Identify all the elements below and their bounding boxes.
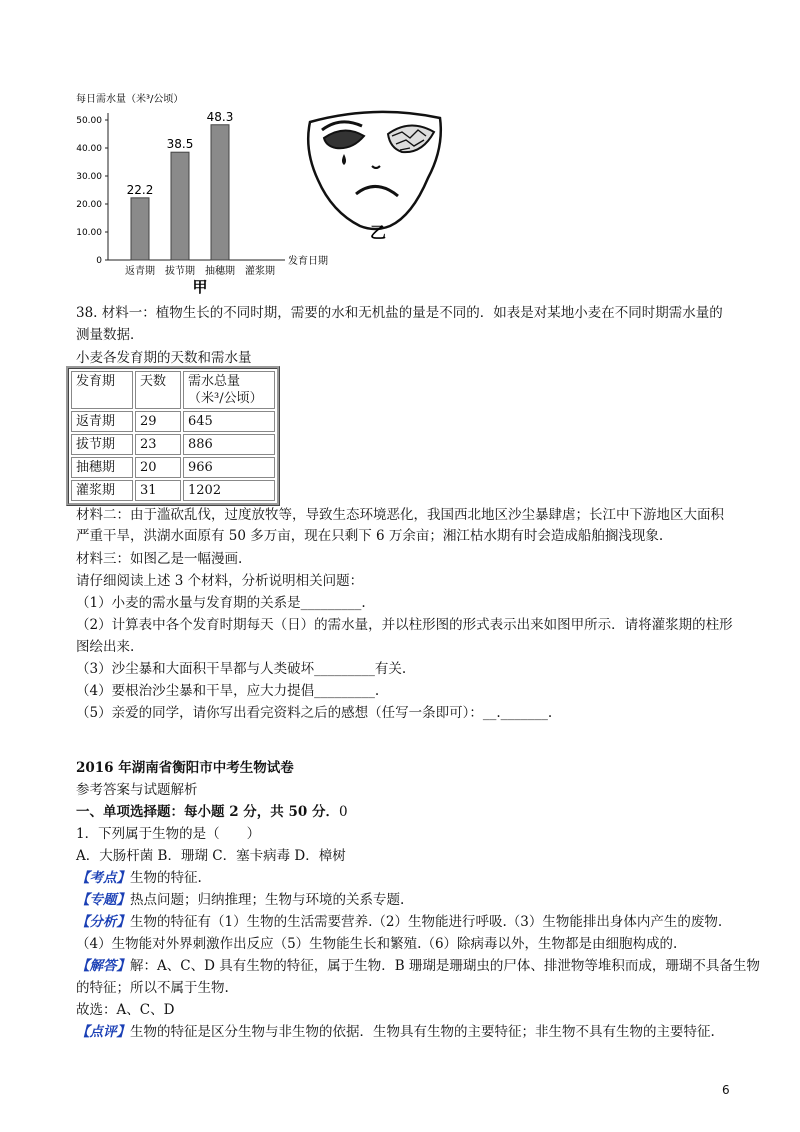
table-header: 天数 — [135, 371, 181, 409]
fenxi-line1: 【分析】生物的特征有（1）生物的生活需要营养.（2）生物能进行呼吸.（3）生物能排出身体内产生的废物. — [76, 914, 723, 930]
bar — [211, 125, 229, 260]
bar-value-label: 22.2 — [126, 182, 154, 197]
zhuanti: 【专题】热点问题；归纳推理；生物与环境的关系专题. — [76, 892, 405, 908]
table-cell: 抽穗期 — [71, 457, 133, 478]
material2-line1: 材料二：由于滥砍乱伐，过度放牧等，导致生态环境恶化，我国西北地区沙尘暴肆虐；长江中下游地区大面积 — [76, 507, 724, 523]
table-cell: 966 — [183, 457, 275, 478]
bar — [131, 198, 149, 260]
y-tick-label: 0 — [96, 256, 102, 266]
table-cell: 灌浆期 — [71, 480, 133, 501]
bar — [171, 152, 189, 260]
figure-caption-jia: 甲 — [192, 278, 208, 296]
bar-value-label: 48.3 — [206, 109, 234, 124]
answer-subtitle: 参考答案与试题解析 — [76, 782, 198, 798]
table-header-row — [71, 371, 275, 409]
water-need-table — [66, 366, 280, 506]
sub-question-2a: （2）计算表中各个发育时期每天（日）的需水量，并以柱形图的形式表示出来如图甲所示．请将灌浆期的柱形 — [76, 617, 733, 633]
sad-eye — [324, 130, 364, 148]
fenxi-line2: （4）生物能对外界刺激作出反应（5）生物能生长和繁殖.（6）除病毒以外，生物都是由细胞构成的. — [76, 936, 678, 952]
x-axis-label: 发育日期 — [288, 256, 328, 267]
y-tick-label: 50.00 — [76, 116, 102, 126]
table-cell: 31 — [135, 480, 181, 501]
y-tick-label: 10.00 — [76, 228, 102, 238]
table-row — [71, 411, 275, 432]
table-cell: 23 — [135, 434, 181, 455]
q38-line1: 38. 材料一：植物生长的不同时期，需要的水和无机盐的量是不同的．如表是对某地小麦在不同时期需水量的 — [76, 305, 723, 321]
cracked-dry-eye — [388, 125, 434, 152]
sub-question-1: （1）小麦的需水量与发育期的关系是_________. — [76, 595, 366, 611]
jieda-line2: 的特征；所以不属于生物. — [76, 980, 229, 996]
q38-line2: 测量数据． — [76, 327, 144, 343]
table-cell: 886 — [183, 434, 275, 455]
table-cell: 645 — [183, 411, 275, 432]
x-category-label: 拔节期 — [165, 266, 195, 277]
frown-mouth — [356, 186, 398, 196]
y-tick-label: 40.00 — [76, 144, 102, 154]
figure-caption-yi: 乙 — [369, 223, 387, 242]
jieda-line1: 【解答】解：A、C、D 具有生物的特征，属于生物．B 珊瑚是珊瑚虫的尸体、排泄物等堆积而成，珊瑚不具备生物 — [76, 958, 760, 974]
x-category-label: 抽穗期 — [205, 266, 235, 277]
sub-question-4: （4）要根治沙尘暴和干旱，应大力提倡_________. — [76, 683, 380, 699]
sub-question-2b: 图绘出来. — [76, 639, 135, 655]
sub-question-5: （5）亲爱的同学，请你写出看完资料之后的感想（任写一条即可）：__._______. — [76, 705, 553, 721]
table-cell: 返青期 — [71, 411, 133, 432]
kaodian: 【考点】生物的特征. — [76, 870, 202, 886]
table-row — [71, 480, 275, 501]
cartoon-face-yi — [300, 108, 450, 248]
table-cell: 1202 — [183, 480, 275, 501]
table-row — [71, 457, 275, 478]
dianping: 【点评】生物的特征是区分生物与非生物的依据．生物具有生物的主要特征；非生物不具有生物的主要特征. — [76, 1024, 715, 1040]
x-category-label: 返青期 — [125, 266, 155, 277]
table-header: 发育期 — [71, 371, 133, 409]
table-title: 小麦各发育期的天数和需水量 — [76, 350, 252, 366]
eyebrow — [322, 122, 362, 130]
answer-choice: 故选：A、C、D — [76, 1002, 175, 1018]
page-number: 6 — [722, 1083, 730, 1097]
table-header: 需水总量 （米³/公顷） — [183, 371, 275, 409]
y-tick-label: 30.00 — [76, 172, 102, 182]
question-1-options: A．大肠杆菌 B．珊瑚 C．塞卡病毒 D．樟树 — [76, 848, 346, 864]
sub-question-3: （3）沙尘暴和大面积干旱都与人类破坏_________有关. — [76, 661, 407, 677]
table-row — [71, 434, 275, 455]
table-cell: 20 — [135, 457, 181, 478]
y-tick-label: 20.00 — [76, 200, 102, 210]
bar-chart-jia — [70, 88, 330, 298]
table-cell: 29 — [135, 411, 181, 432]
x-category-label: 灌浆期 — [245, 266, 275, 277]
tear-drop — [342, 154, 346, 165]
table-cell: 拔节期 — [71, 434, 133, 455]
material3: 材料三：如图乙是一幅漫画. — [76, 551, 243, 567]
answer-title: 2016 年湖南省衡阳市中考生物试卷 — [76, 760, 294, 776]
y-axis-label: 每日需水量（米³/公顷） — [76, 94, 184, 105]
prompt: 请仔细阅读上述 3 个材料，分析说明相关问题： — [76, 573, 364, 589]
nose — [372, 166, 380, 168]
question-1: 1．下列属于生物的是（ ） — [76, 826, 261, 842]
section-heading: 一、单项选择题：每小题 2 分，共 50 分．0 — [76, 804, 348, 820]
material2-line2: 严重干旱，洪湖水面原有 50 多万亩，现在只剩下 6 万余亩；湘江枯水期有时会造成船舶搁浅现象. — [76, 528, 664, 544]
bar-value-label: 38.5 — [166, 137, 194, 152]
